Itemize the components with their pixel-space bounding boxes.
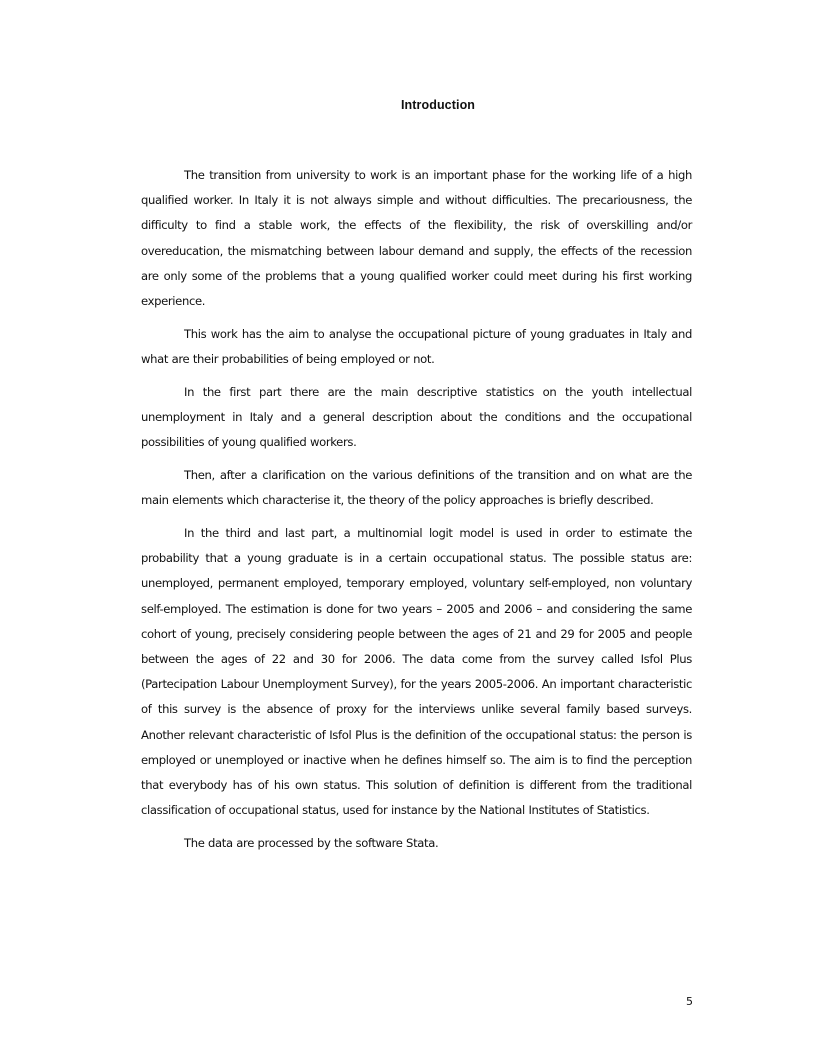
- body-text: [141, 163, 692, 864]
- paragraph-6: The data are processed by the software Stata.: [184, 836, 439, 851]
- paragraph-5: In the third and last part, a multinomial logit model is used in order to estimate the probability that a young graduate is in a certain occupational status. The possible status are: unemployed, permanent employed, temporary employed, voluntary self-employed, non voluntary self-employed. The estimation is done for two years – 2005 and 2006 – and considering the same cohort of young, precisely considering people between the ages of 21 and 29 for 2005 and people between the ages of 22 and 30 for 2006. The data come from the survey called Isfol Plus (Partecipation Labour Unemployment Survey), for the years 2005-2006. An important characteristic of this survey is the absence of proxy for the interviews unlike several family based surveys. Another relevant characteristic of Isfol Plus is the definition of the occupational status: the person is employed or unemployed or inactive when he defines himself so. The aim is to find the perception that everybody has of his own status. This solution of definition is different from the traditional classification of occupational status, used for instance by the National Institutes of Statistics.: [141, 526, 692, 818]
- paragraph-1: The transition from university to work is an important phase for the working life of a high qualified worker. In Italy it is not always simple and without difficulties. The precariousness, the difficulty to find a stable work, the effects of the flexibility, the risk of overskilling and/or overeducation, the mismatching between labour demand and supply, the effects of the recession are only some of the problems that a young qualified worker could meet during his first working experience.: [141, 168, 692, 309]
- page-number: 5: [686, 995, 693, 1008]
- paragraph-4: Then, after a clarification on the various definitions of the transition and on what are the main elements which characterise it, the theory of the policy approaches is briefly described.: [141, 468, 692, 508]
- paragraph-2: This work has the aim to analyse the occupational picture of young graduates in Italy and what are their probabilities of being employed or not.: [141, 326, 692, 367]
- paragraph-3: In the first part there are the main descriptive statistics on the youth intellectual unemployment in Italy and a general description about the conditions and the occupational possibilities of young qualified workers.: [141, 384, 692, 450]
- page-title: Introduction: [400, 98, 476, 112]
